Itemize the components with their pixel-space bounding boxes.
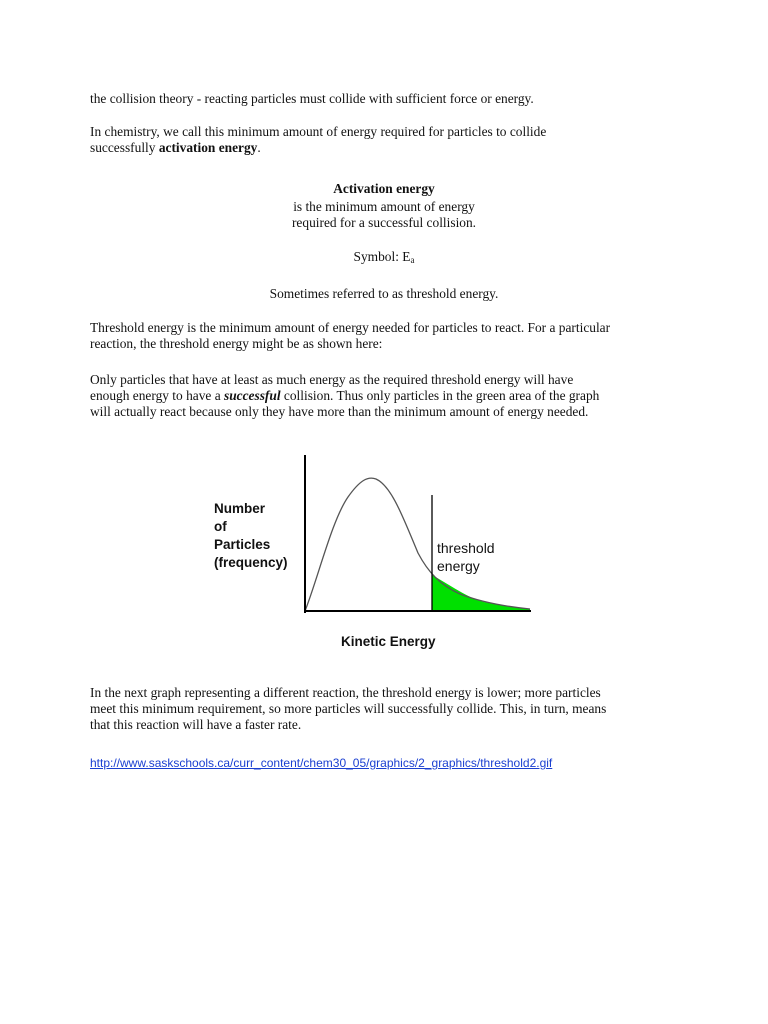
definition-line: required for a successful collision. bbox=[291, 215, 477, 230]
threshold-paragraph: Threshold energy is the minimum amount of energy needed for particles to react. For a particular reaction, the threshold energy might be as shown here: bbox=[90, 320, 611, 351]
threshold-alias: Sometimes referred to as threshold energy. bbox=[269, 286, 499, 301]
lower-threshold-paragraph: In the next graph representing a different reaction, the threshold energy is lower; more particles meet this minimum requirement, so more particles will successfully collide. This, in turn, means that this reaction will have a faster rate. bbox=[90, 685, 607, 732]
y-axis-label-line: Particles bbox=[214, 537, 271, 552]
y-axis-label-line: Number bbox=[214, 501, 266, 516]
paragraph-line: In chemistry, we call this minimum amount of energy required for particles to collide bbox=[90, 124, 547, 139]
threshold-label-line: threshold bbox=[437, 540, 495, 556]
distribution-curve bbox=[305, 478, 530, 611]
source-link[interactable]: http://www.saskschools.ca/curr_content/chem30_05/graphics/2_graphics/threshold2.gif bbox=[90, 756, 553, 770]
emphasis-successful: successful bbox=[224, 388, 281, 403]
y-axis-label-line: (frequency) bbox=[214, 555, 288, 570]
definition-title: Activation energy bbox=[333, 181, 435, 196]
y-axis-label-line: of bbox=[214, 519, 227, 534]
successful-collision-paragraph: Only particles that have at least as much energy as the required threshold energy will have enough energy to have a successful collision. Thus only particles in the green area of the graph will actually react because only they have more than the minimum amount of energy needed. bbox=[90, 372, 600, 419]
bold-term: activation energy bbox=[158, 140, 258, 155]
symbol-line: Symbol: $E_a$ bbox=[353, 249, 415, 265]
definition-line: is the minimum amount of energy bbox=[293, 199, 475, 214]
threshold-label-line: energy bbox=[437, 558, 480, 574]
x-axis-label: Kinetic Energy bbox=[341, 634, 436, 649]
shaded-reacting-region bbox=[432, 575, 530, 611]
intro-collision-theory: the collision theory - reacting particles must collide with sufficient force or energy. bbox=[90, 91, 534, 106]
paragraph-line: successfully bbox=[90, 140, 159, 155]
symbol-subscript: a bbox=[410, 255, 415, 265]
activation-energy-paragraph: In chemistry, we call this minimum amount of energy required for particles to collide successfully activation energy. bbox=[90, 124, 547, 155]
